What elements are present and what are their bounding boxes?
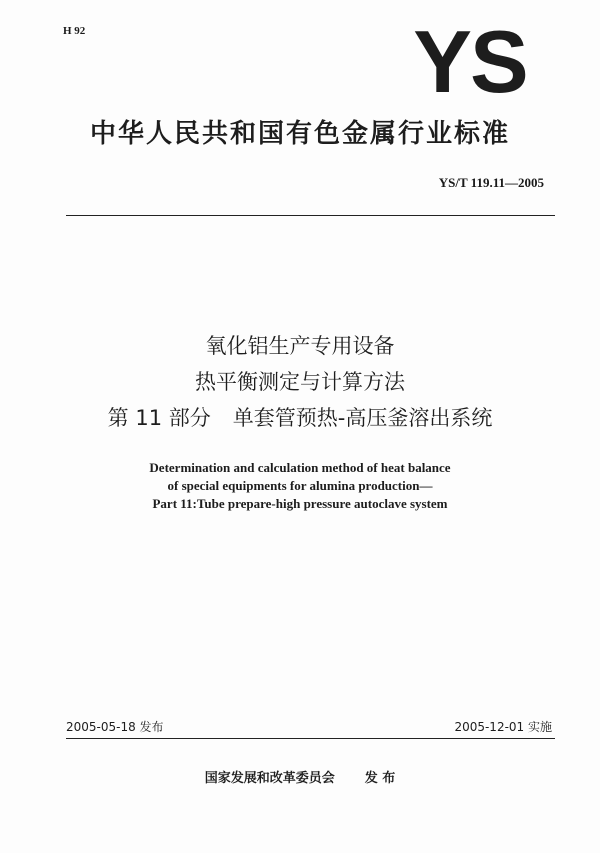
ys-logo — [405, 22, 535, 100]
effective-date: 2005-12-01 实施 — [454, 720, 552, 734]
bottom-divider — [66, 738, 555, 739]
title-cn-line1: 氧化铝生产专用设备 — [205, 334, 395, 358]
title-en-line1: Determination and calculation method of heat balance — [149, 460, 451, 475]
top-divider — [66, 215, 555, 216]
title-en-line3: Part 11:Tube prepare-high pressure autoclave system — [152, 496, 448, 511]
org-title: 中华人民共和国有色金属行业标准 — [89, 119, 510, 149]
publisher-name: 国家发展和改革委员会 — [204, 771, 335, 786]
publisher — [0, 767, 600, 786]
title-cn-line3 — [0, 402, 600, 432]
svg-text:YS: YS — [413, 22, 527, 100]
title-en-line2: of special equipments for alumina production— — [167, 478, 433, 493]
standard-number: YS/T 119.11—2005 — [438, 175, 544, 190]
title-cn-part-name: 单套管预热-高压釜溶出系统 — [232, 406, 493, 430]
publisher-action: 发 布 — [364, 771, 396, 786]
title-cn-part: 第 11 部分 — [107, 406, 211, 430]
classification-code: H 92 — [63, 25, 86, 37]
title-cn-line2: 热平衡测定与计算方法 — [195, 370, 405, 394]
issue-date: 2005-05-18 发布 — [66, 720, 164, 734]
